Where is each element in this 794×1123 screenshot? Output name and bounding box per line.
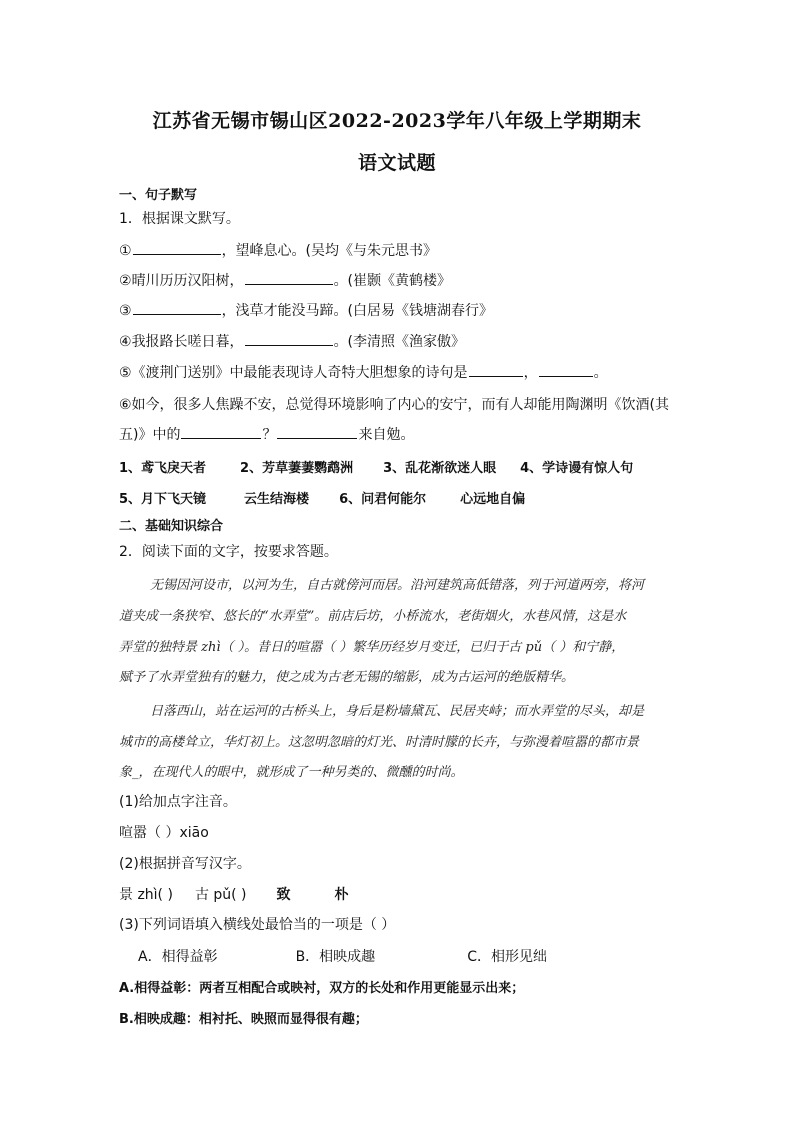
dictation-item-3: [119, 300, 493, 320]
answer-5b: 云生结海楼: [244, 492, 310, 507]
exam-subtitle: 语文试题: [357, 152, 436, 174]
passage-line: 城市的高楼耸立，华灯初上。这忽明忽暗的灯光、时清时朦的长卉，与弥漫着喧嚣的都市景: [119, 735, 640, 750]
option-b: B．相映成趣: [295, 949, 376, 965]
item-text: ，浅草才能没马蹄。(白居易《钱塘湖春行》: [221, 303, 494, 319]
sub-question-2: (2)根据拼音写汉字。: [119, 856, 251, 872]
item-text: 五)》中的: [119, 427, 181, 443]
answer-2: 2、芳草萋萋鹦鹉洲: [240, 461, 354, 476]
answers-row-1: [119, 457, 633, 476]
answer-blank: [245, 331, 333, 346]
item-text: 。(崔颢《黄鹤楼》: [333, 273, 452, 289]
dictation-item-2: [119, 270, 451, 290]
answer-blank: [133, 300, 221, 315]
section-heading-basics: 二、基础知识综合: [119, 519, 224, 534]
option-a: A．相得益彰: [138, 949, 218, 965]
dictation-item-6-line1: ⑥如今，很多人焦躁不安，总觉得环境影响了内心的安宁，而有人却能用陶渊明《饮酒(其: [119, 397, 670, 413]
sub-question-1-answer: 喧嚣（ ）xiāo: [119, 825, 209, 841]
item-number: ③: [119, 303, 132, 319]
sub-question-3-options: [138, 946, 547, 966]
item-text: ，望峰息心。(吴均《与朱元思书》: [221, 243, 438, 259]
pinyin-item-zhi: 景 zhì( ): [119, 887, 173, 903]
item-number: ⑤: [119, 365, 132, 381]
answer-blank: [469, 362, 523, 377]
answers-row-2: [119, 488, 525, 507]
passage-line: 象_，在现代人的眼中，就形成了一种另类的、微醺的时尚。: [119, 765, 464, 780]
item-text: 我报路长嗟日暮，: [131, 334, 244, 350]
item-text: 。: [593, 365, 608, 381]
pinyin-answer-2: 朴: [334, 887, 349, 903]
passage-line: 弄堂的独特景 zhì（ ）。昔日的喧嚣（ ）繁华历经岁月变迁，已归于古 pǔ（ ）和宁静，: [119, 640, 625, 655]
passage-line: 道夹成一条狭窄、悠长的“水弄堂”。前店后坊，小桥流水，老街烟火，水巷风情，这是水: [119, 609, 627, 624]
answer-1: 1、鸢飞戾天者: [119, 461, 207, 476]
question-2-stem: 2．阅读下面的文字，按要求答题。: [119, 544, 338, 560]
answer-6b: 心远地自偏: [460, 492, 526, 507]
passage-line: 赋予了水弄堂独有的魅力，使之成为古老无锡的缩影，成为古运河的绝版精华。: [119, 670, 575, 685]
item-text: ，: [523, 365, 538, 381]
answer-5a: 5、月下飞天镜: [119, 492, 207, 507]
passage-line: 日落西山，站在运河的古桥头上，身后是粉墙黛瓦、民居夹峙；而水弄堂的尽头，却是: [150, 704, 645, 719]
pinyin-item-pu: 古 pǔ( ): [194, 887, 247, 903]
dictation-item-6-line2: [119, 424, 414, 444]
sub-question-1: (1)给加点字注音。: [119, 794, 237, 810]
item-text: 晴川历历汉阳树，: [131, 273, 244, 289]
answer-blank: [133, 240, 221, 255]
answer-blank: [277, 424, 357, 439]
item-text: 。(李清照《渔家傲》: [333, 334, 466, 350]
exam-title: 江苏省无锡市锡山区2022-2023学年八年级上学期期末: [152, 110, 642, 132]
item-text: ？: [262, 427, 277, 443]
dictation-item-5: [119, 362, 608, 382]
dictation-item-4: [119, 331, 465, 351]
item-number: ②: [119, 273, 132, 289]
dictation-item-1: [119, 240, 437, 260]
explanation-a: A.相得益彰：两者互相配合或映衬，双方的长处和作用更能显示出来；: [119, 981, 525, 996]
answer-blank: [181, 424, 261, 439]
option-c: C．相形见绌: [467, 949, 547, 965]
item-text: 《渡荆门送别》中最能表现诗人奇特大胆想象的诗句是: [131, 365, 468, 381]
item-text: 来自勉。: [358, 427, 415, 443]
answer-4: 4、学诗谩有惊人句: [520, 461, 634, 476]
answer-3: 3、乱花渐欲迷人眼: [383, 461, 497, 476]
pinyin-answer-1: 致: [276, 887, 291, 903]
item-number: ④: [119, 334, 132, 350]
answer-blank: [539, 362, 593, 377]
sub-question-3: (3)下列词语填入横线处最恰当的一项是（ ）: [119, 917, 396, 933]
answer-6a: 6、问君何能尔: [339, 492, 427, 507]
section-heading-dictation: 一、句子默写: [119, 188, 198, 203]
passage-line: 无锡因河设市，以河为生，自古就傍河而居。沿河建筑高低错落，列于河道两旁，将河: [150, 578, 645, 593]
answer-blank: [245, 270, 333, 285]
explanation-b: B.相映成趣：相衬托、映照而显得很有趣；: [119, 1012, 368, 1027]
item-number: ①: [119, 243, 132, 259]
sub-question-2-items: [119, 884, 349, 904]
question-1-stem: 1．根据课文默写。: [119, 211, 240, 227]
